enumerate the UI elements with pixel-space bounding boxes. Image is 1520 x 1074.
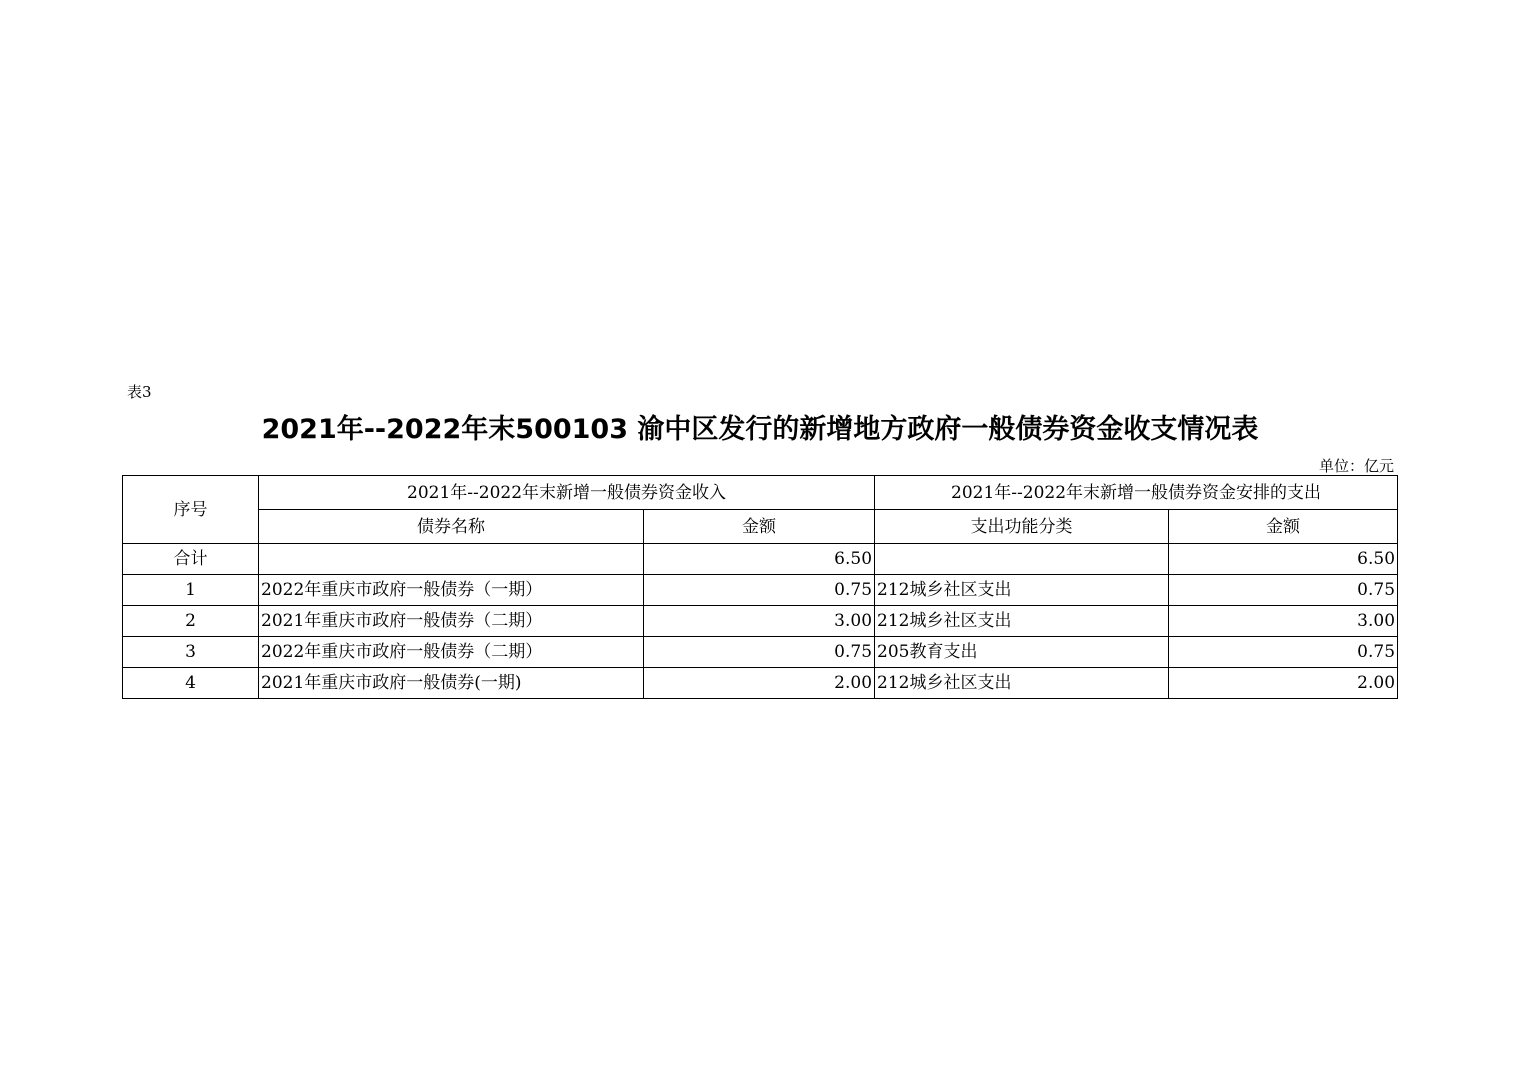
cell-expense-category [875,544,1169,575]
table-row [123,575,1398,606]
table-row [123,668,1398,699]
cell-expense-category: 205教育支出 [875,637,1169,668]
cell-seq: 合计 [123,544,259,575]
cell-seq: 2 [123,606,259,637]
cell-income-amount: 3.00 [644,606,875,637]
header-expense-amount: 金额 [1169,510,1398,544]
cell-income-amount: 2.00 [644,668,875,699]
header-income-group: 2021年--2022年末新增一般债券资金收入 [259,476,875,510]
table-row [123,637,1398,668]
cell-income-amount: 0.75 [644,637,875,668]
cell-income-amount: 0.75 [644,575,875,606]
cell-expense-amount: 0.75 [1169,575,1398,606]
cell-expense-amount: 3.00 [1169,606,1398,637]
cell-seq: 3 [123,637,259,668]
cell-income-amount: 6.50 [644,544,875,575]
header-bond-name: 债券名称 [259,510,644,544]
cell-bond-name [259,544,644,575]
header-expense-category: 支出功能分类 [875,510,1169,544]
cell-expense-category: 212城乡社区支出 [875,575,1169,606]
cell-bond-name: 2022年重庆市政府一般债券（二期） [259,637,644,668]
cell-expense-amount: 6.50 [1169,544,1398,575]
table-row [123,606,1398,637]
cell-bond-name: 2021年重庆市政府一般债券(一期) [259,668,644,699]
cell-expense-category: 212城乡社区支出 [875,668,1169,699]
header-income-amount: 金额 [644,510,875,544]
header-row-columns [123,510,1398,544]
cell-expense-amount: 2.00 [1169,668,1398,699]
header-seq: 序号 [123,476,259,544]
cell-seq: 4 [123,668,259,699]
header-row-group [123,476,1398,510]
cell-expense-amount: 0.75 [1169,637,1398,668]
cell-bond-name: 2022年重庆市政府一般债券（一期） [259,575,644,606]
table-label: 表3 [127,383,152,401]
bond-income-expense-table [122,475,1398,699]
cell-expense-category: 212城乡社区支出 [875,606,1169,637]
header-expense-group: 2021年--2022年末新增一般债券资金安排的支出 [875,476,1398,510]
total-row [123,544,1398,575]
unit-label: 单位：亿元 [1318,457,1394,475]
cell-seq: 1 [123,575,259,606]
page-title: 2021年--2022年末500103 渝中区发行的新增地方政府一般债券资金收支情况表 [261,414,1259,445]
cell-bond-name: 2021年重庆市政府一般债券（二期） [259,606,644,637]
